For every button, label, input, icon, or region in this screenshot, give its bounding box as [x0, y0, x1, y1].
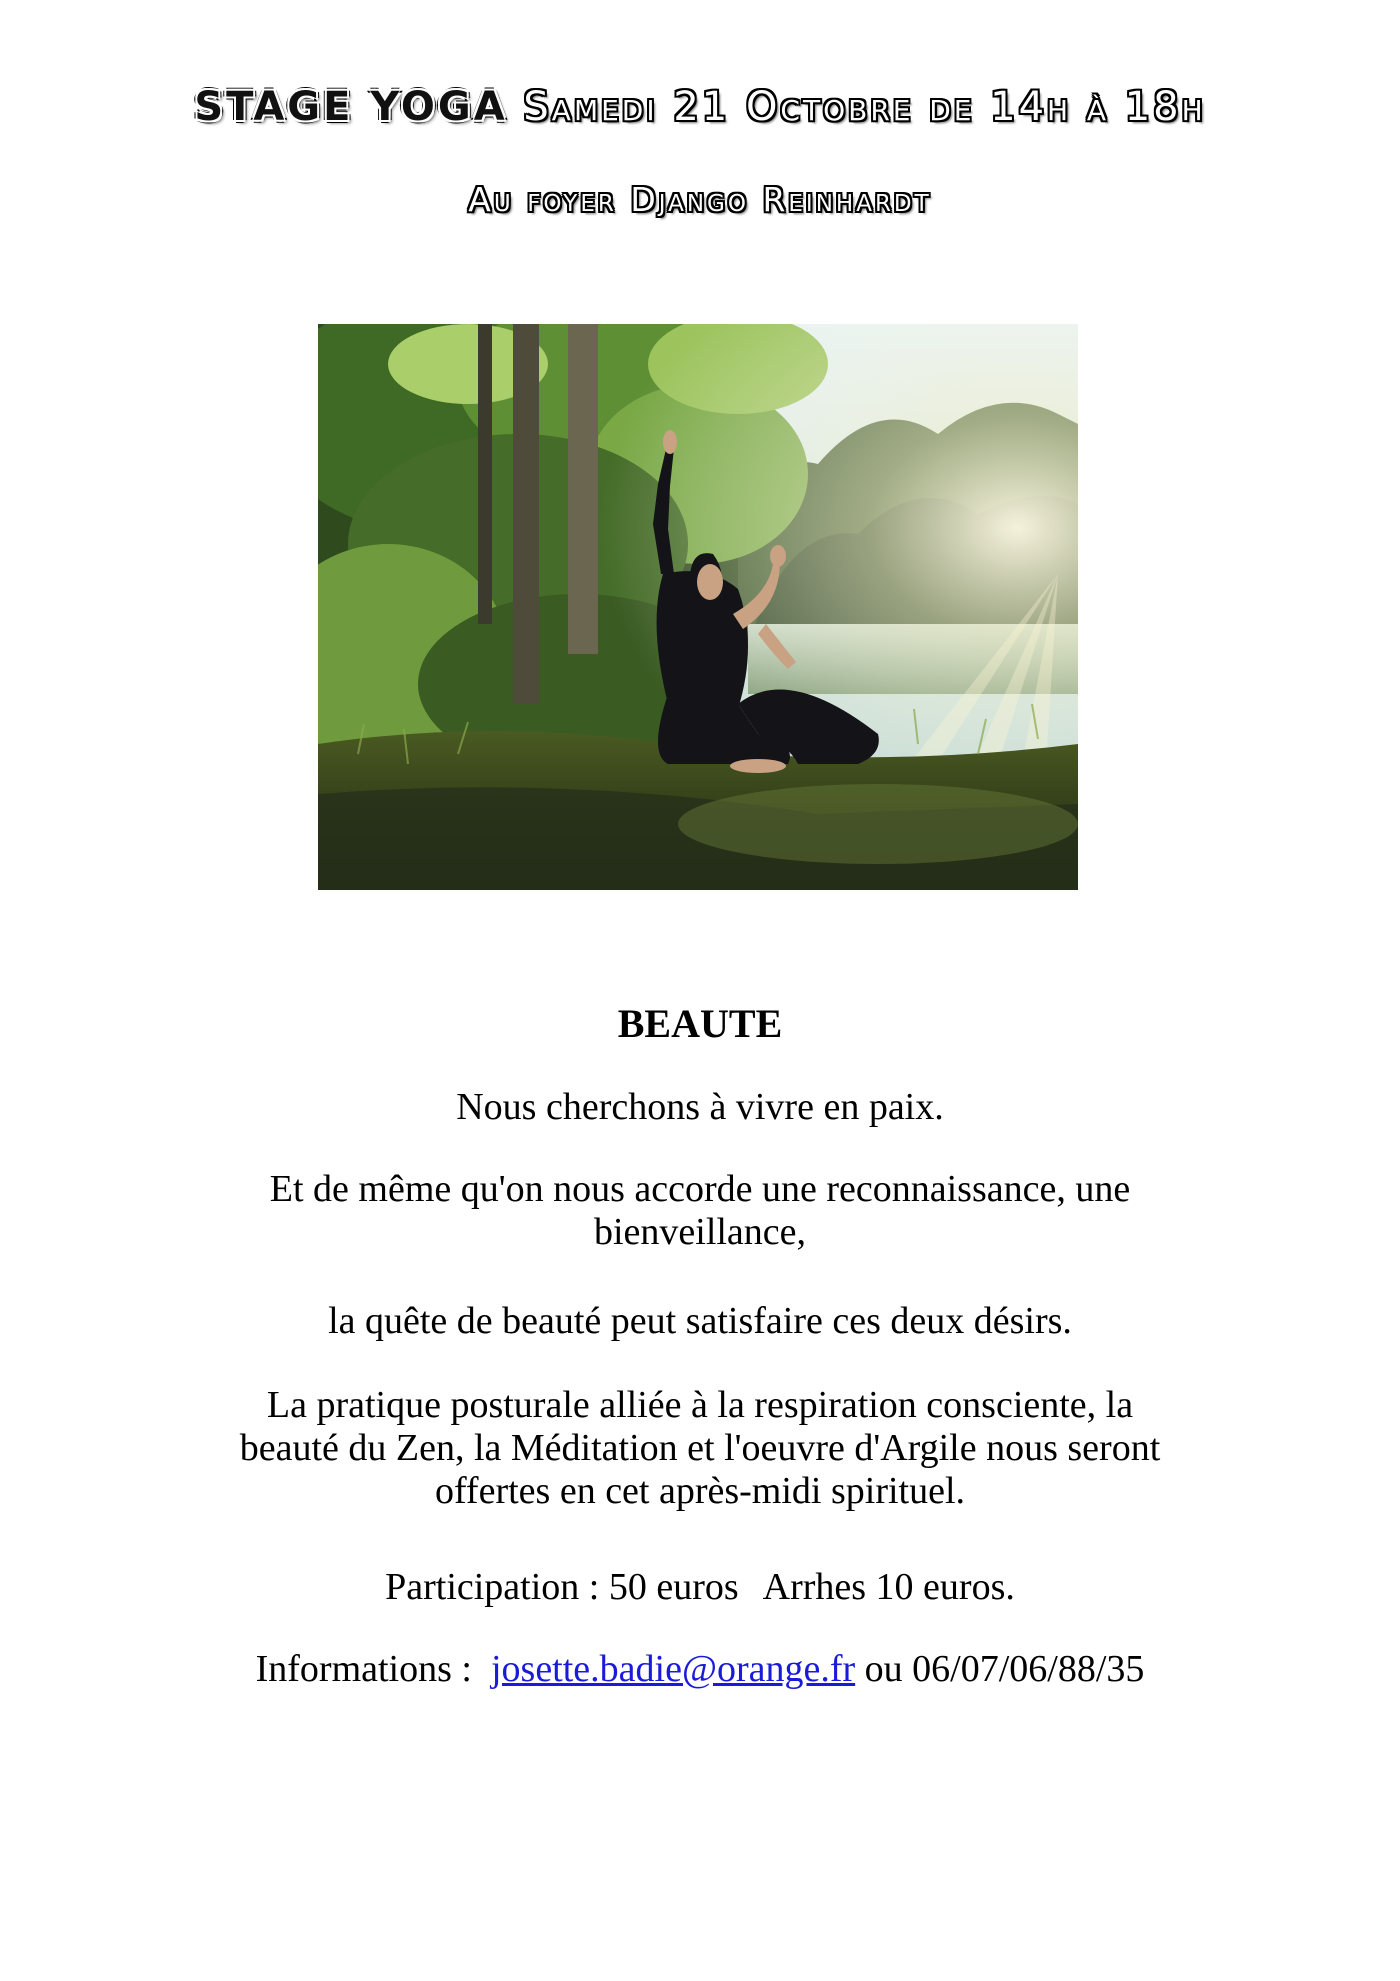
- info-label: Informations :: [255, 1648, 472, 1690]
- header-title-line: [0, 84, 1400, 130]
- yoga-photo: [318, 324, 1078, 890]
- date-label: Samedi 21 Octobre de 14h à 18h: [523, 84, 1206, 130]
- stage-yoga-label: STAGE YOGA: [194, 84, 508, 130]
- header-location-line: [0, 180, 1400, 219]
- paragraph-recognition-line-1: Et de même qu'on nous accorde une reconnaissance, une: [269, 1168, 1131, 1210]
- paragraph-recognition: [140, 1168, 1260, 1254]
- paragraph-beauty-quest: la quête de beauté peut satisfaire ces deux désirs.: [328, 1300, 1072, 1342]
- deposit-price: Arrhes 10 euros.: [762, 1566, 1015, 1608]
- woman-yoga-pose-outdoors-icon: [318, 324, 1078, 890]
- phone-number: 06/07/06/88/35: [912, 1648, 1145, 1690]
- body-title: BEAUTE: [617, 1001, 783, 1046]
- paragraph-practice-line-1: La pratique posturale alliée à la respiration consciente, la: [266, 1384, 1134, 1426]
- participation-price: Participation : 50 euros: [385, 1566, 739, 1608]
- or-word: ou: [864, 1648, 903, 1690]
- location-label: Au foyer Django Reinhardt: [468, 180, 932, 219]
- paragraph-practice-line-3: offertes en cet après-midi spirituel.: [434, 1470, 966, 1512]
- paragraph-practice: [140, 1384, 1260, 1513]
- paragraph-recognition-line-2: bienveillance,: [593, 1211, 807, 1253]
- email-link[interactable]: josette.badie@orange.fr: [490, 1648, 856, 1690]
- contact-line: [140, 1648, 1260, 1691]
- pricing-line: [140, 1566, 1260, 1609]
- paragraph-peace: Nous cherchons à vivre en paix.: [456, 1086, 944, 1128]
- paragraph-practice-line-2: beauté du Zen, la Méditation et l'oeuvre d'Argile nous seront: [239, 1427, 1161, 1469]
